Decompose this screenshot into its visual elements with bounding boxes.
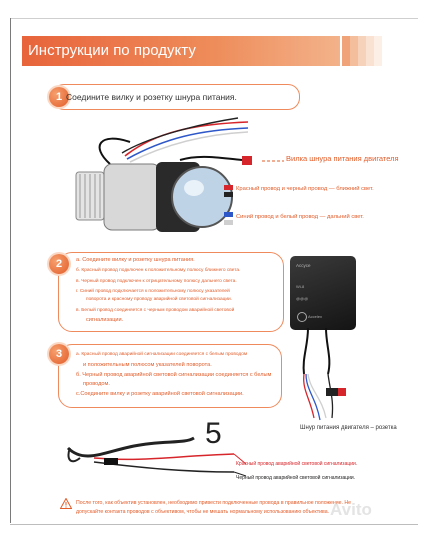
lens-housing bbox=[104, 164, 160, 230]
title-stripe bbox=[374, 36, 382, 66]
frame-left-line bbox=[10, 18, 11, 523]
step3-number: 3 bbox=[49, 344, 69, 364]
device-brand: Accyce bbox=[296, 263, 311, 268]
plug-label: Вилка шнура питания двигателя bbox=[286, 154, 399, 163]
plug-dashed-line bbox=[262, 159, 284, 163]
socket-label: Шнур питания двигателя – розетка bbox=[300, 425, 397, 431]
step2-line-6: в. Белый провод соединяется с черным проводом аварийной световой bbox=[76, 308, 235, 313]
device-footer-label: Accelex bbox=[308, 314, 323, 319]
step2-line-1: а. Соедините вилку и розетку шнура питания. bbox=[76, 257, 195, 263]
step2-line-2: б. Красный провод подключен к положительному полюсу ближнего света. bbox=[76, 268, 241, 273]
title-stripe bbox=[350, 36, 358, 66]
title-stripes bbox=[342, 36, 382, 66]
low-beam-black-swatch bbox=[224, 192, 233, 197]
step2-number: 2 bbox=[49, 254, 69, 274]
cord-plug bbox=[242, 156, 252, 165]
warning-line-1: После того, как объектив установлен, необходимо привести подключенные провода в правильное положение. Не bbox=[76, 500, 352, 506]
warning-line-2: допускайте контакта проводов с объективом, чтобы не мешать нормальному использованию объектива. bbox=[76, 509, 330, 515]
title-stripe bbox=[342, 36, 350, 66]
step3-line-5: с.Соедините вилку и розетку аварийной световой сигнализации. bbox=[76, 391, 244, 397]
device-logo-icon bbox=[297, 312, 307, 322]
black-wire-label: Черный провод аварийной световой сигнализации. bbox=[236, 475, 356, 481]
step3-line-1: а. Красный провод аварийной сигнализации соединяется с белым проводом bbox=[76, 352, 248, 357]
title-stripe bbox=[366, 36, 374, 66]
red-wire-label: Красный провод аварийной световой сигнализации. bbox=[236, 461, 358, 467]
power-cord bbox=[180, 157, 242, 160]
step2-line-5: поворота и красному проводу аварийной световой сигнализации. bbox=[86, 297, 233, 302]
high-beam-label: Синий провод и белый провод — дальний свет. bbox=[236, 214, 364, 220]
watermark: Avito bbox=[330, 500, 372, 519]
control-module bbox=[290, 256, 356, 330]
page-title: Инструкции по продукту bbox=[28, 42, 196, 59]
step1-text: Соедините вилку и розетку шнура питания. bbox=[66, 92, 237, 102]
frame-top-line bbox=[10, 18, 418, 19]
step3-line-3: б. Черный провод аварийной световой сигнализации соединяется с белым bbox=[76, 372, 272, 378]
title-stripe bbox=[358, 36, 366, 66]
low-beam-label: Красный провод и черный провод — ближний свет. bbox=[236, 186, 374, 192]
device-wiring bbox=[286, 328, 356, 424]
high-beam-white-swatch bbox=[224, 220, 233, 225]
high-beam-blue-swatch bbox=[224, 212, 233, 217]
step2-line-4: г. Синий провод подключается к положительному полюсу указателей bbox=[76, 289, 230, 294]
lens-glass bbox=[172, 167, 232, 227]
main-cable bbox=[68, 438, 194, 456]
step2-line-3: в. Черный провод подключен к отрицательному полюсу дальнего света. bbox=[76, 279, 237, 284]
low-beam-red-swatch bbox=[224, 185, 233, 190]
step3-line-4: проводом. bbox=[83, 381, 110, 387]
frame-bottom-line bbox=[10, 524, 418, 525]
lens-highlight bbox=[184, 180, 204, 196]
device-code: @@@ bbox=[296, 296, 309, 301]
step2-line-7: сигнализации. bbox=[86, 317, 124, 323]
step3-line-2: и положительным полюсом указателей поворота. bbox=[83, 362, 212, 368]
step1-number: 1 bbox=[49, 87, 69, 107]
step5-number: 5 bbox=[205, 417, 222, 450]
device-model: Wi-8 bbox=[296, 284, 305, 289]
warning-icon bbox=[60, 498, 72, 509]
connector-plug bbox=[104, 458, 118, 465]
